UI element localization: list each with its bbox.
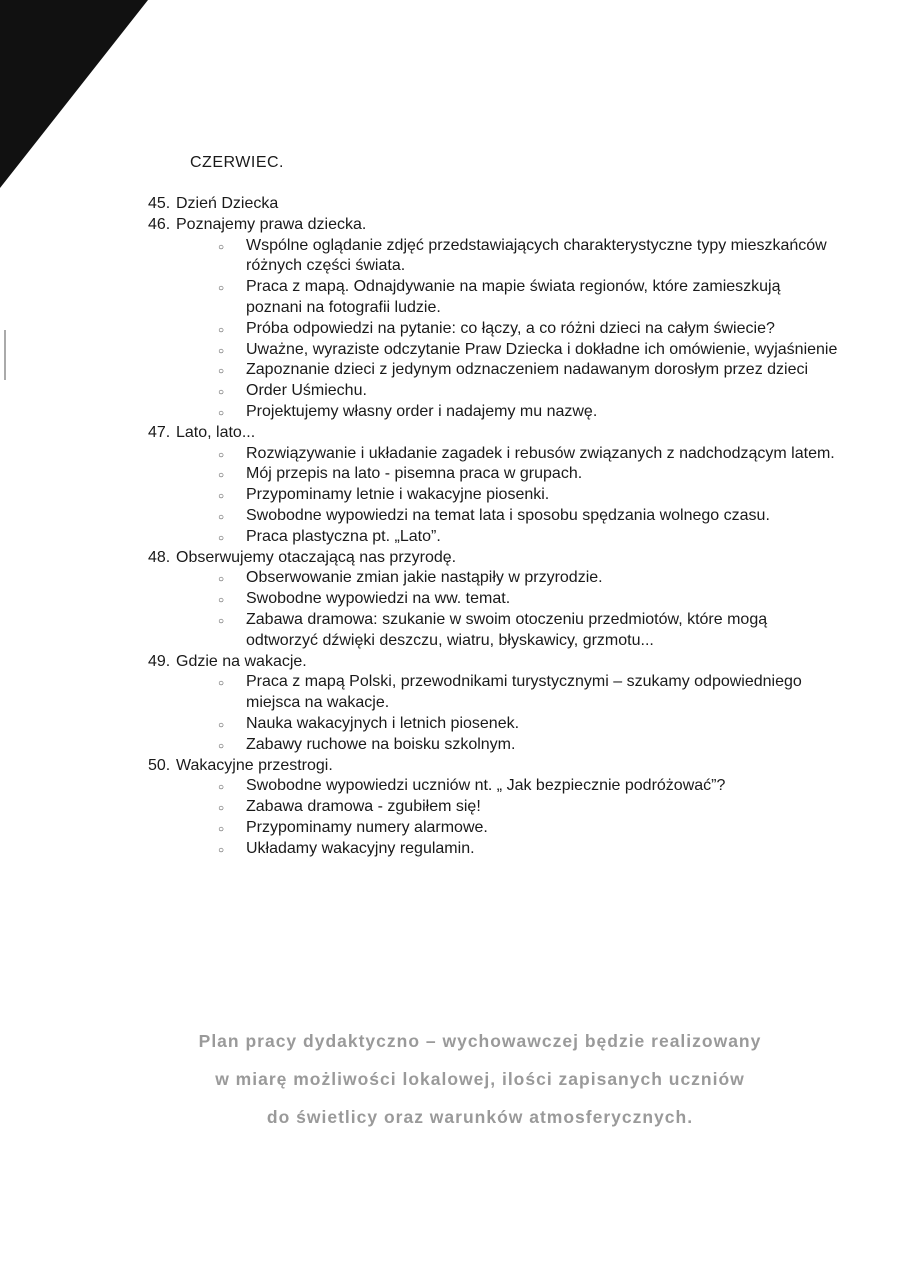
hollow-circle-bullet-icon: ○ <box>218 345 225 357</box>
list-item <box>148 672 838 714</box>
section-1 <box>148 194 838 215</box>
hollow-circle-bullet-icon: ○ <box>218 823 225 835</box>
list-item-text: Swobodne wypowiedzi na ww. temat. <box>246 590 511 608</box>
list-item-text: Nauka wakacyjnych i letnich piosenek. <box>246 714 520 732</box>
hollow-circle-bullet-icon: ○ <box>218 574 225 586</box>
footer-note <box>150 1022 810 1136</box>
section-5 <box>148 652 838 756</box>
footer-line: Plan pracy dydaktyczno – wychowawczej będzie realizowany <box>198 1031 762 1051</box>
list-item-text: Przypominamy letnie i wakacyjne piosenki. <box>246 486 550 504</box>
page-heading: CZERWIEC. <box>190 154 284 171</box>
hollow-circle-bullet-icon: ○ <box>218 844 225 856</box>
list-item <box>148 340 838 361</box>
list-item-text: Wspólne oglądanie zdjęć przedstawiających charakterystyczne typy mieszkańców różnych części świata. <box>246 236 827 275</box>
hollow-circle-bullet-icon: ○ <box>218 740 225 752</box>
section-number: 45. <box>148 195 171 212</box>
list-item <box>148 319 838 340</box>
list-item-text: Swobodne wypowiedzi uczniów nt. „ Jak bezpiecznie podróżować”? <box>246 777 726 795</box>
section-title-text: Lato, lato... <box>176 423 256 441</box>
section-title-text: Gdzie na wakacje. <box>176 652 307 670</box>
section-list <box>148 194 838 860</box>
hollow-circle-bullet-icon: ○ <box>218 470 225 482</box>
hollow-circle-bullet-icon: ○ <box>218 803 225 815</box>
bullet-list <box>148 568 838 651</box>
list-item <box>148 714 838 735</box>
list-item-text: Przypominamy numery alarmowe. <box>246 818 488 836</box>
hollow-circle-bullet-icon: ○ <box>218 283 225 295</box>
hollow-circle-bullet-icon: ○ <box>218 678 225 690</box>
list-item-text: Obserwowanie zmian jakie nastąpiły w przyrodzie. <box>246 569 603 587</box>
section-number: 46. <box>148 215 171 233</box>
bullet-list <box>148 444 838 548</box>
section-title-text: Obserwujemy otaczającą nas przyrodę. <box>176 548 457 566</box>
list-item <box>148 735 838 756</box>
section-2 <box>148 215 838 423</box>
list-item <box>148 506 838 527</box>
hollow-circle-bullet-icon: ○ <box>218 241 225 253</box>
list-item <box>148 444 838 465</box>
list-item-text: Praca plastyczna pt. „Lato”. <box>246 527 441 545</box>
hollow-circle-bullet-icon: ○ <box>218 491 225 503</box>
list-item-text: Zabawa dramowa - zgubiłem się! <box>246 798 481 816</box>
list-item <box>148 610 838 652</box>
list-item <box>148 464 838 485</box>
section-number: 50. <box>148 756 171 774</box>
hollow-circle-bullet-icon: ○ <box>218 449 225 461</box>
list-item-text: Mój przepis na lato - pisemna praca w grupach. <box>246 465 583 483</box>
list-item <box>148 360 838 381</box>
section-title-text: Poznajemy prawa dziecka. <box>176 215 367 233</box>
list-item <box>148 236 838 278</box>
list-item-text: Układamy wakacyjny regulamin. <box>246 839 475 857</box>
section-4 <box>148 548 838 652</box>
section-title-text: Dzień Dziecka <box>176 195 279 212</box>
section-title <box>148 652 838 673</box>
section-3 <box>148 423 838 548</box>
list-item <box>148 485 838 506</box>
list-item-text: Rozwiązywanie i układanie zagadek i rebusów związanych z nadchodzącym latem. <box>246 444 835 462</box>
section-title <box>148 423 838 444</box>
list-item-text: Swobodne wypowiedzi na temat lata i sposobu spędzania wolnego czasu. <box>246 506 770 524</box>
section-title <box>148 194 838 215</box>
section-title <box>148 756 838 777</box>
section-title-text: Wakacyjne przestrogi. <box>176 756 333 774</box>
list-item <box>148 568 838 589</box>
list-item-text: Zabawa dramowa: szukanie w swoim otoczeniu przedmiotów, które mogą odtworzyć dźwięki deszczu, wiatru, błyskawicy, grzmotu... <box>246 610 768 649</box>
list-item-text: Próba odpowiedzi na pytanie: co łączy, a co różni dzieci na całym świecie? <box>246 319 775 337</box>
bullet-list <box>148 672 838 755</box>
list-item <box>148 277 838 319</box>
bullet-list <box>148 236 838 423</box>
section-number: 49. <box>148 652 171 670</box>
list-item-text: Uważne, wyraziste odczytanie Praw Dziecka i dokładne ich omówienie, wyjaśnienie <box>246 340 838 358</box>
section-title <box>148 548 838 569</box>
hollow-circle-bullet-icon: ○ <box>218 387 225 399</box>
hollow-circle-bullet-icon: ○ <box>218 532 225 544</box>
list-item <box>148 839 838 860</box>
section-number: 48. <box>148 548 171 566</box>
hollow-circle-bullet-icon: ○ <box>218 782 225 794</box>
list-item <box>148 527 838 548</box>
list-item-text: Praca z mapą. Odnajdywanie na mapie świata regionów, które zamieszkują poznani na fotografii ludzie. <box>246 278 781 316</box>
list-item-text: Order Uśmiechu. <box>246 382 367 400</box>
hollow-circle-bullet-icon: ○ <box>218 595 225 607</box>
footer-line: w miarę możliwości lokalowej, ilości zapisanych uczniów <box>215 1069 745 1089</box>
list-item <box>148 797 838 818</box>
list-item-text: Projektujemy własny order i nadajemy mu nazwę. <box>246 402 598 420</box>
list-item <box>148 776 838 797</box>
hollow-circle-bullet-icon: ○ <box>218 324 225 336</box>
hollow-circle-bullet-icon: ○ <box>218 511 225 523</box>
hollow-circle-bullet-icon: ○ <box>218 719 225 731</box>
section-number: 47. <box>148 423 171 441</box>
section-6 <box>148 756 838 860</box>
section-title <box>148 215 838 236</box>
list-item-text: Praca z mapą Polski, przewodnikami turystycznymi – szukamy odpowiedniego miejsca na wakacje. <box>246 673 802 712</box>
list-item <box>148 589 838 610</box>
hollow-circle-bullet-icon: ○ <box>218 407 225 419</box>
hollow-circle-bullet-icon: ○ <box>218 366 225 378</box>
scan-corner-shadow <box>0 0 150 190</box>
list-item <box>148 381 838 402</box>
list-item-text: Zapoznanie dzieci z jedynym odznaczeniem nadawanym dorosłym przez dzieci <box>246 361 809 379</box>
list-item <box>148 818 838 839</box>
bullet-list <box>148 776 838 859</box>
hollow-circle-bullet-icon: ○ <box>218 615 225 627</box>
list-item-text: Zabawy ruchowe na boisku szkolnym. <box>246 735 516 753</box>
scan-edge-mark <box>4 330 6 380</box>
list-item <box>148 402 838 423</box>
footer-line: do świetlicy oraz warunków atmosferycznych. <box>266 1107 694 1127</box>
